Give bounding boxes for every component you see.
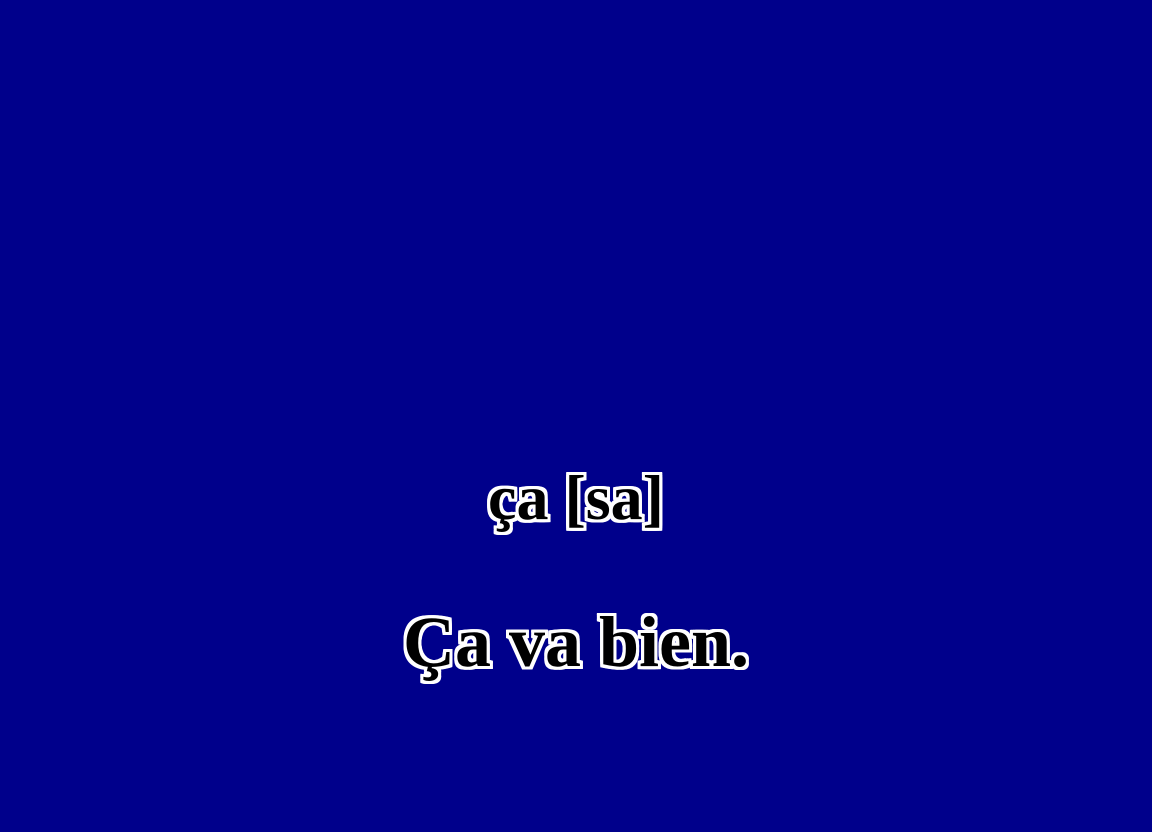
pronunciation-word: ça [sa] bbox=[488, 462, 664, 533]
example-sentence: Ça va bien. bbox=[402, 602, 750, 682]
